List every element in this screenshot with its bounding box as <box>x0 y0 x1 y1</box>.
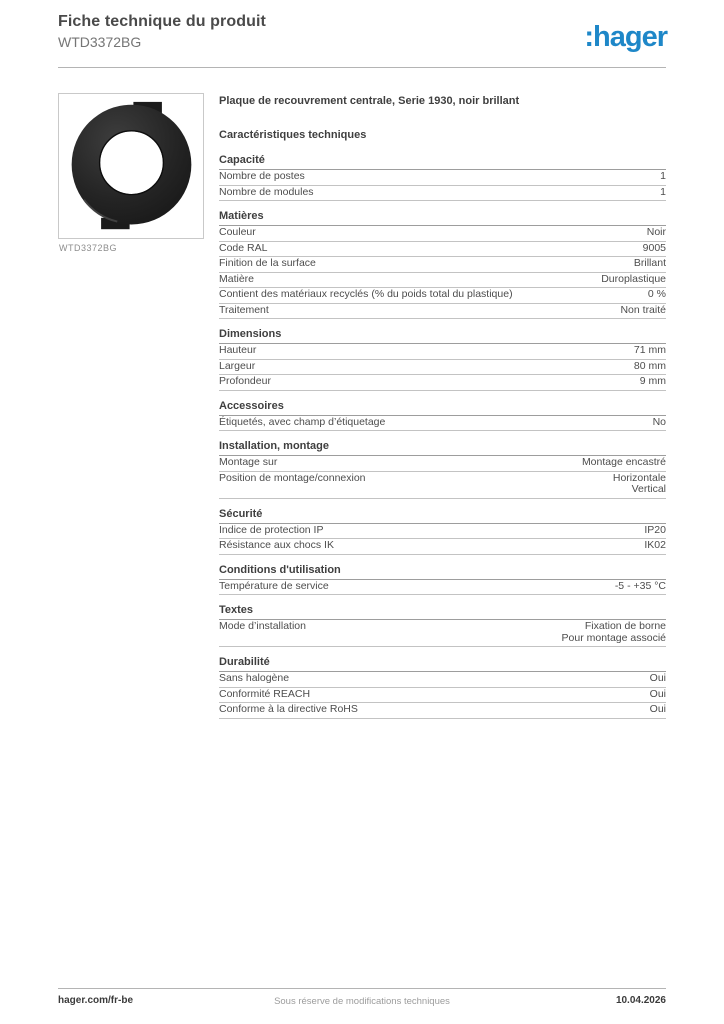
spec-value <box>650 704 666 716</box>
spec-value <box>562 621 666 644</box>
spec-value-line: Vertical <box>631 483 666 495</box>
spec-row <box>219 580 666 596</box>
spec-sections <box>219 154 666 719</box>
spec-value <box>647 227 666 239</box>
spec-row <box>219 456 666 472</box>
spec-value-line: 71 mm <box>633 344 666 356</box>
spec-label: Résistance aux chocs IK <box>219 539 334 551</box>
spec-row <box>219 416 666 432</box>
spec-row <box>219 360 666 376</box>
spec-value <box>660 171 666 183</box>
spec-label: Conforme à la directive RoHS <box>219 703 358 715</box>
product-image-caption: WTD3372BG <box>59 243 118 253</box>
spec-row <box>219 472 666 499</box>
spec-section <box>219 604 666 647</box>
spec-label: Matière <box>219 272 255 285</box>
spec-value-line: Fixation de borne <box>584 620 666 632</box>
spec-value-line: Noir <box>646 226 666 238</box>
spec-value <box>634 345 666 357</box>
spec-label: Hauteur <box>219 344 257 356</box>
spec-value-line: Non traité <box>620 303 666 316</box>
spec-value <box>634 258 666 270</box>
spec-row <box>219 288 666 304</box>
spec-section <box>219 328 666 391</box>
spec-value-line: -5 - +35 °C <box>614 579 666 592</box>
section-title: Accessoires <box>219 400 666 416</box>
spec-value-line: Montage encastré <box>581 456 666 468</box>
footer-disclaimer: Sous réserve de modifications techniques <box>274 996 450 1007</box>
footer-divider <box>58 988 666 989</box>
header-divider <box>58 67 666 68</box>
spec-value-line: IP20 <box>644 523 666 536</box>
spec-content <box>219 93 666 719</box>
spec-value <box>643 243 666 255</box>
spec-value-line: Oui <box>649 703 666 715</box>
product-image-frame <box>58 93 204 239</box>
footer-date: 10.04.2026 <box>615 995 666 1006</box>
spec-value <box>640 376 666 388</box>
spec-value <box>601 274 666 286</box>
spec-value-line: IK02 <box>644 539 666 551</box>
section-title: Matières <box>219 210 666 226</box>
spec-label: Largeur <box>219 359 256 372</box>
spec-row <box>219 539 666 555</box>
spec-label: Couleur <box>219 226 256 238</box>
footer-website: hager.com/fr-be <box>58 995 134 1006</box>
spec-value-line: 9 mm <box>639 375 666 387</box>
spec-label: Température de service <box>219 579 329 592</box>
spec-label: Montage sur <box>219 456 278 468</box>
spec-value-line: Oui <box>649 687 666 700</box>
spec-value <box>634 361 666 373</box>
spec-value-line: 0 % <box>647 288 666 300</box>
spec-row <box>219 257 666 273</box>
spec-row <box>219 620 666 647</box>
spec-row <box>219 170 666 186</box>
spec-value-line: 1 <box>660 170 666 182</box>
spec-value <box>613 473 666 496</box>
spec-value-line: Horizontale <box>612 471 666 484</box>
spec-row <box>219 226 666 242</box>
spec-value <box>615 581 666 593</box>
spec-value <box>650 673 666 685</box>
spec-row <box>219 242 666 258</box>
spec-row <box>219 688 666 704</box>
spec-section <box>219 564 666 596</box>
spec-label: Code RAL <box>219 241 268 254</box>
spec-row <box>219 273 666 289</box>
spec-value-line: 80 mm <box>633 359 666 372</box>
spec-label: Contient des matériaux recyclés (% du poids total du plastique) <box>219 288 513 300</box>
spec-value <box>660 187 666 199</box>
spec-label: Nombre de modules <box>219 185 314 198</box>
spec-value <box>582 457 666 469</box>
product-code: WTD3372BG <box>58 34 142 50</box>
page-title: Fiche technique du produit <box>58 13 266 30</box>
spec-value <box>620 305 666 317</box>
characteristics-heading: Caractéristiques techniques <box>219 129 367 141</box>
spec-label: Profondeur <box>219 375 271 387</box>
spec-section <box>219 400 666 432</box>
spec-label: Sans halogène <box>219 672 290 684</box>
section-title: Sécurité <box>219 508 666 524</box>
spec-section <box>219 508 666 555</box>
section-title: Installation, montage <box>219 440 666 456</box>
spec-section <box>219 656 666 719</box>
spec-value-line: 9005 <box>642 241 666 254</box>
spec-label: Conformité REACH <box>219 687 311 700</box>
spec-row <box>219 344 666 360</box>
spec-label: Indice de protection IP <box>219 523 324 536</box>
spec-row <box>219 186 666 202</box>
spec-row <box>219 304 666 320</box>
spec-row <box>219 703 666 719</box>
spec-value-line: No <box>652 415 666 428</box>
spec-section <box>219 440 666 499</box>
spec-label: Mode d’installation <box>219 620 306 632</box>
spec-label: Étiquetés, avec champ d’étiquetage <box>219 415 386 428</box>
spec-value-line: Pour montage associé <box>561 631 666 644</box>
spec-label: Traitement <box>219 303 269 316</box>
spec-value <box>648 289 666 301</box>
spec-section <box>219 154 666 201</box>
spec-value-line: Brillant <box>633 257 666 269</box>
section-title: Conditions d'utilisation <box>219 564 666 580</box>
spec-value <box>653 417 666 429</box>
spec-row <box>219 375 666 391</box>
section-title: Textes <box>219 604 666 620</box>
spec-value-line: Oui <box>649 672 666 684</box>
product-description: Plaque de recouvrement centrale, Serie 1930, noir brillant <box>219 95 520 107</box>
spec-section <box>219 210 666 319</box>
spec-value-line: Duroplastique <box>601 272 666 285</box>
spec-value <box>644 540 666 552</box>
spec-value <box>650 689 666 701</box>
section-title: Dimensions <box>219 328 666 344</box>
spec-label: Nombre de postes <box>219 170 305 182</box>
product-photo-cover-plate <box>65 100 198 233</box>
spec-label: Position de montage/connexion <box>219 471 366 484</box>
section-title: Durabilité <box>219 656 666 672</box>
spec-value-line: 1 <box>660 185 666 198</box>
section-title: Capacité <box>219 154 666 170</box>
spec-label: Finition de la surface <box>219 257 316 269</box>
hager-logo: :hager <box>584 21 667 53</box>
spec-value <box>644 525 666 537</box>
spec-row <box>219 524 666 540</box>
spec-row <box>219 672 666 688</box>
